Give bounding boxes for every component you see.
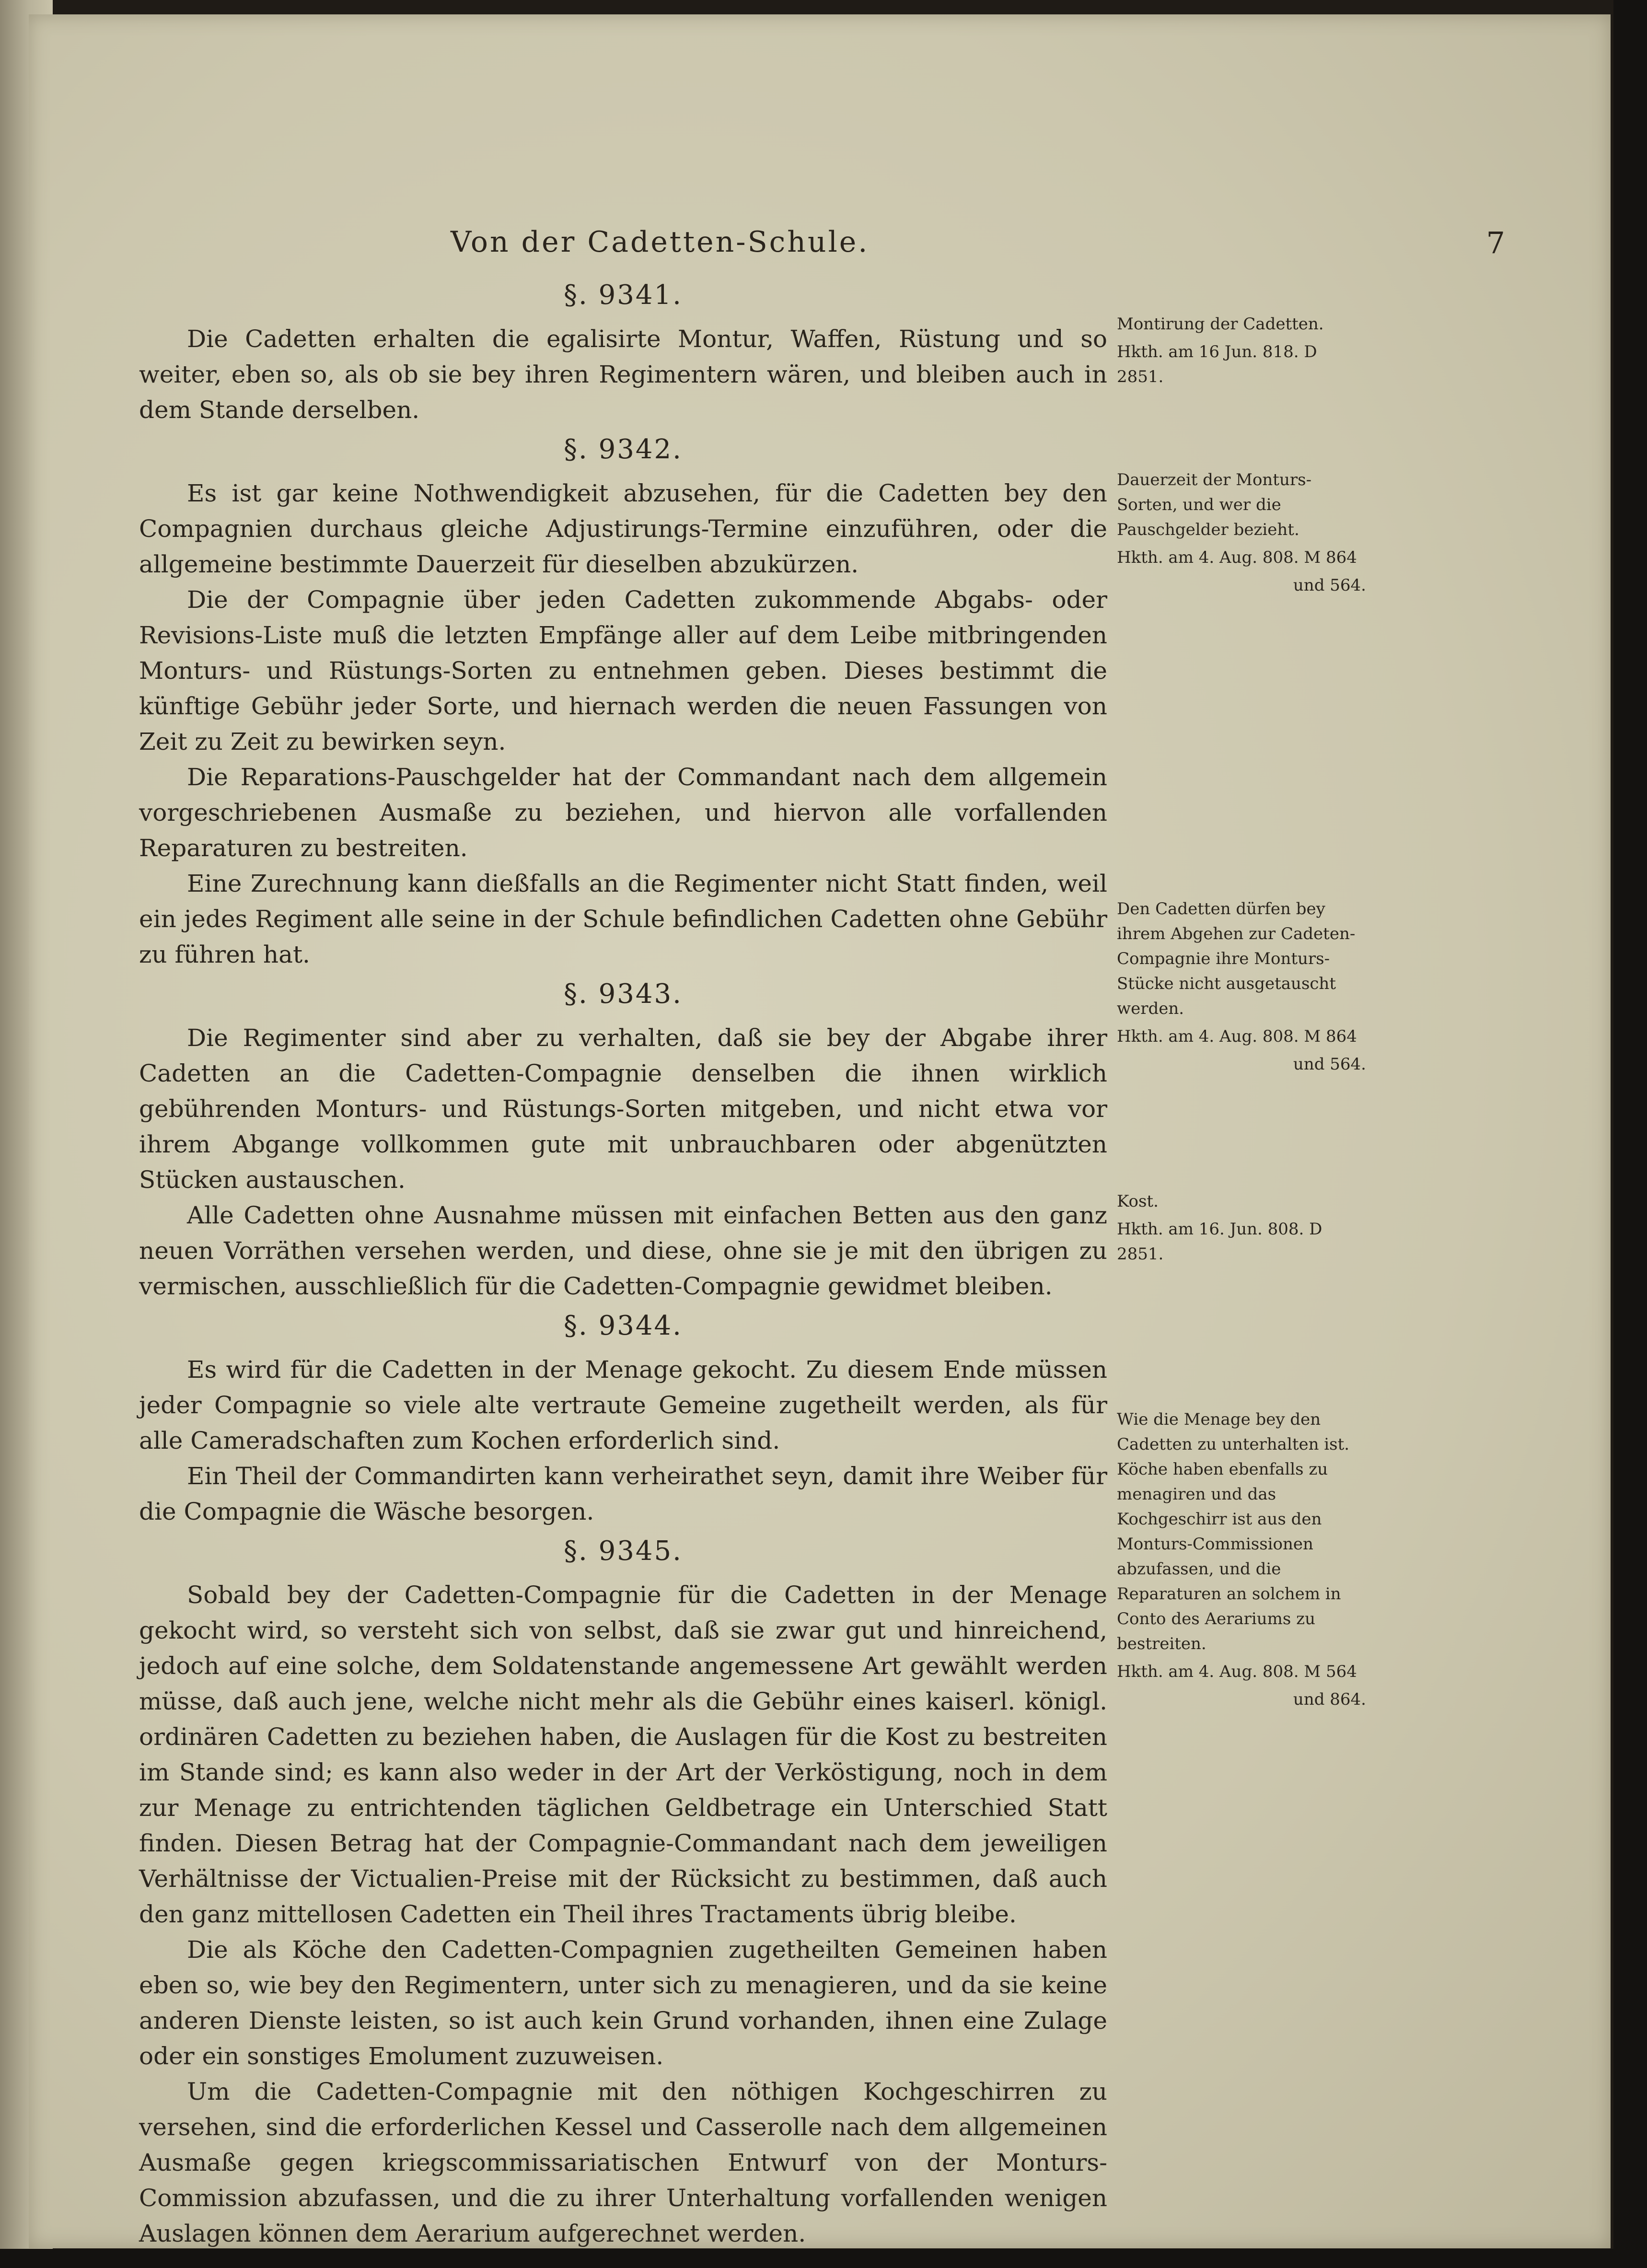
margin-note-reference-cont: und 564. <box>1293 576 1366 595</box>
margin-note-reference: Hkth. am 4. Aug. 808. M 864 <box>1117 548 1357 567</box>
margin-note-title: Kost. <box>1117 1192 1159 1211</box>
main-text <box>139 273 1107 2251</box>
margin-note-title: Montirung der Cadetten. <box>1117 314 1324 334</box>
section-9341 <box>139 276 1107 428</box>
paragraph: Die der Compagnie über jeden Cadetten zukommende Abgabs- oder Revisions-Liste muß die letzten Empfänge aller auf dem Leibe mitbringenden Monturs- und Rüstungs-Sorten zu entnehmen geben. Dieses bestimmt die künftige Gebühr jeder Sorte, und hiernach werden die neuen Fassungen von Zeit zu Zeit zu bewirken seyn. <box>139 586 1107 756</box>
section-heading: §. 9341. <box>564 279 683 311</box>
margin-note-9342 <box>1117 467 1366 601</box>
margin-note-reference: Hkth. am 4. Aug. 808. M 564 <box>1117 1662 1357 1681</box>
scan-border-bottom <box>0 2249 1647 2268</box>
section-9343 <box>139 975 1107 1304</box>
paragraph: Eine Zurechnung kann dießfalls an die Regimenter nicht Statt finden, weil ein jedes Regiment alle seine in der Schule befindlichen Cadetten ohne Gebühr zu führen hat. <box>139 870 1107 968</box>
margin-note-title: Dauerzeit der Monturs-Sorten, und wer die Pauschgelder bezieht. <box>1117 470 1312 539</box>
paragraph: Alle Cadetten ohne Ausnahme müssen mit einfachen Betten aus den ganz neuen Vorräthen versehen werden, und diese, ohne sie je mit den übrigen zu vermischen, ausschließlich für die Cadetten-Compagnie gewidmet bleiben. <box>139 1201 1107 1300</box>
paragraph: Die Regimenter sind aber zu verhalten, daß sie bey der Abgabe ihrer Cadetten an die Cadetten-Compagnie denselben die ihnen wirklich gebührenden Monturs- und Rüstungs-Sorten mitgeben, und nicht etwa vor ihrem Abgange vollkommen gute mit unbrauchbaren oder abgenützten Stücken austauschen. <box>139 1024 1107 1194</box>
section-heading: §. 9344. <box>564 1310 683 1341</box>
margin-note-title: Wie die Menage bey den Cadetten zu unterhalten ist. Köche haben ebenfalls zu menagiren und das Kochgeschirr ist aus den Monturs-Commissionen abzufassen, und die Reparaturen an solchem in Conto des Aerariums zu bestreiten. <box>1117 1410 1350 1653</box>
paragraph: Die Reparations-Pauschgelder hat der Commandant nach dem allgemein vorgeschriebenen Ausmaße zu beziehen, und hiervon alle vorfallenden Reparaturen zu bestreiten. <box>139 763 1107 862</box>
paragraph: Es wird für die Cadetten in der Menage gekocht. Zu diesem Ende müssen jeder Compagnie so viele alte vertraute Gemeine zugetheilt werden, als für alle Cameradschaften zum Kochen erforderlich sind. <box>139 1356 1107 1454</box>
paragraph: Um die Cadetten-Compagnie mit den nöthigen Kochgeschirren zu versehen, sind die erforderlichen Kessel und Casserolle nach dem allgemeinen Ausmaße gegen kriegscommissariatischen Entwurf von der Monturs-Commission abzufassen, und die zu ihrer Unterhaltung vorfallenden wenigen Auslagen können dem Aerarium aufgerechnet werden. <box>139 2078 1107 2247</box>
page-number: 7 <box>1486 225 1505 260</box>
scan-border-right <box>1613 0 1647 2268</box>
margin-note-9345 <box>1117 1407 1366 1715</box>
paragraph: Es ist gar keine Nothwendigkeit abzusehen, für die Cadetten bey den Compagnien durchaus gleiche Adjustirungs-Termine einzuführen, oder die allgemeine bestimmte Dauerzeit für dieselben abzukürzen. <box>139 479 1107 578</box>
paragraph: Die Cadetten erhalten die egalisirte Montur, Waffen, Rüstung und so weiter, eben so, als ob sie bey ihren Regimentern wären, und bleiben auch in dem Stande derselben. <box>139 325 1107 424</box>
paragraph: Sobald bey der Cadetten-Compagnie für die Cadetten in der Menage gekocht wird, so versteht sich von selbst, daß sie zwar gut und hinreichend, jedoch auf eine solche, dem Soldatenstande angemessene Art gewählt werden müsse, daß auch jene, welche nicht mehr als die Gebühr eines kaiserl. königl. ordinären Cadetten zu beziehen haben, die Auslagen für die Kost zu bestreiten im Stande sind; es kann also weder in der Art der Verköstigung, noch in dem zur Menage zu entrichtenden täglichen Geldbetrage ein Unterschied Statt finden. Diesen Betrag hat der Compagnie-Commandant nach dem jeweiligen Verhältnisse der Victualien-Preise mit der Rücksicht zu bestimmen, daß auch den ganz mittellosen Cadetten ein Theil ihres Tractaments übrig bleibe. <box>139 1581 1107 1928</box>
section-9344 <box>139 1307 1107 1529</box>
section-9342 <box>139 430 1107 972</box>
margin-note-reference-cont: und 564. <box>1293 1055 1366 1074</box>
margin-note-9344 <box>1117 1189 1366 1269</box>
margin-note-reference: Hkth. am 16. Jun. 808. D 2851. <box>1117 1220 1322 1264</box>
margin-note-reference-cont: und 864. <box>1293 1690 1366 1709</box>
margin-note-9343 <box>1117 896 1366 1080</box>
margin-note-reference: Hkth. am 16 Jun. 818. D 2851. <box>1117 342 1317 386</box>
margin-note-title: Den Cadetten dürfen bey ihrem Abgehen zur Cadeten-Compagnie ihre Monturs-Stücke nicht ausgetauscht werden. <box>1117 899 1356 1018</box>
section-9345 <box>139 1532 1107 2251</box>
section-heading: §. 9342. <box>564 434 683 465</box>
section-heading: §. 9345. <box>564 1535 683 1567</box>
running-header <box>144 225 1505 268</box>
section-heading: §. 9343. <box>564 978 683 1010</box>
paragraph: Die als Köche den Cadetten-Compagnien zugetheilten Gemeinen haben eben so, wie bey den Regimentern, unter sich zu menagieren, und da sie keine anderen Dienste leisten, so ist auch kein Grund vorhanden, ihnen eine Zulage oder ein sonstiges Emolument zuzuweisen. <box>139 1936 1107 2070</box>
margin-note-reference: Hkth. am 4. Aug. 808. M 864 <box>1117 1027 1357 1046</box>
margin-note-9341 <box>1117 312 1366 392</box>
paragraph: Ein Theil der Commandirten kann verheirathet seyn, damit ihre Weiber für die Compagnie die Wäsche besorgen. <box>139 1462 1107 1525</box>
running-title: Von der Cadetten-Schule. <box>451 225 870 259</box>
